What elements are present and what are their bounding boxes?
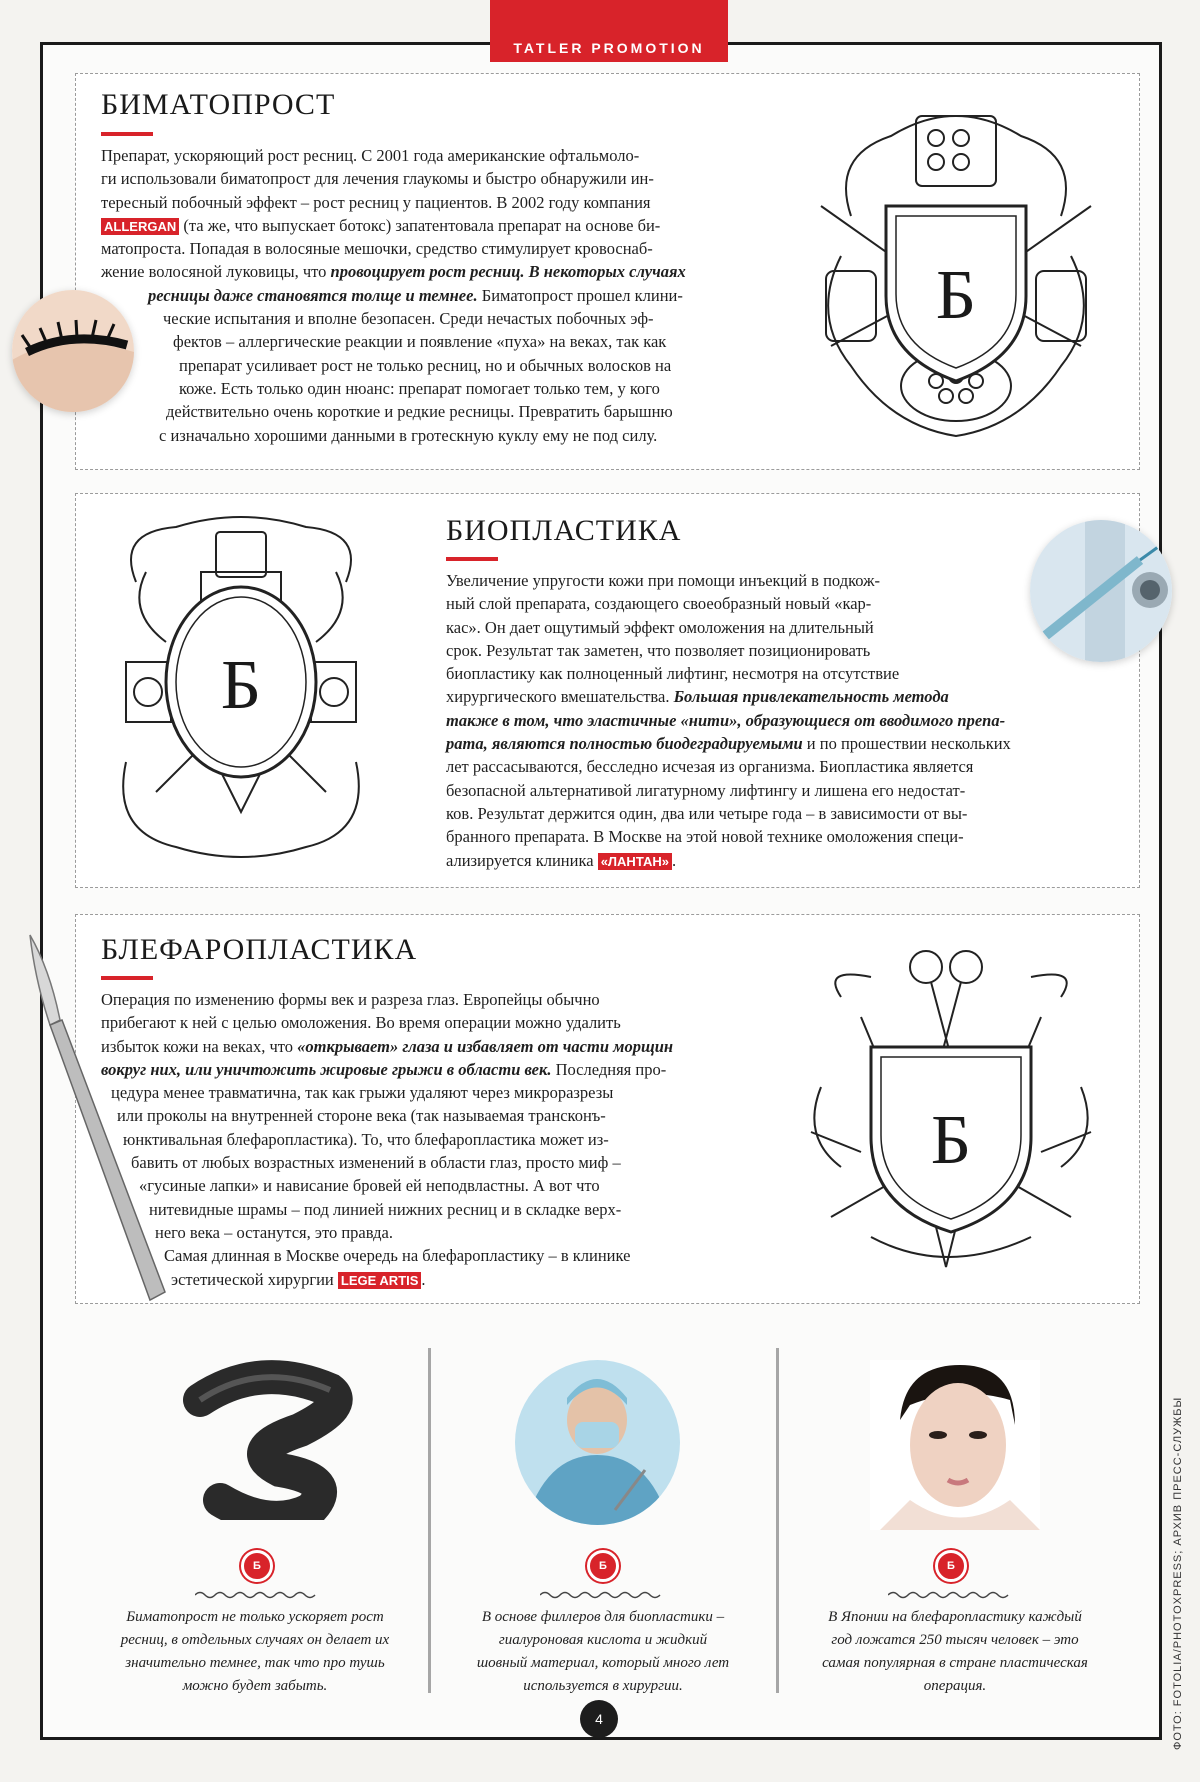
emphasis: ресницы даже становятся толще и темнее. xyxy=(148,285,478,305)
caption-line: значительно темнее, так что про тушь xyxy=(125,1655,385,1671)
text-line: него века – останутся, это правда. xyxy=(155,1222,393,1242)
text-fragment: жение волосяной луковицы, что xyxy=(101,262,331,282)
caption-line: В Японии на блефаропластику каждый xyxy=(828,1609,1082,1625)
text-fragment: Биматопрост прошел клини- xyxy=(477,285,683,305)
crest-surgical-tools-icon xyxy=(801,937,1101,1287)
section-body xyxy=(446,569,1011,872)
caption-line: можно будет забыть. xyxy=(182,1678,328,1694)
text-line: бавить от любых возрастных изменений в области глаз, просто миф – xyxy=(131,1153,621,1173)
section-title: БИОПЛАСТИКА xyxy=(446,514,682,547)
column-badge: Б xyxy=(587,1550,619,1582)
text-line xyxy=(101,284,686,307)
title-underline xyxy=(101,132,153,136)
text-line: эстетической хирургии LEGE ARTIS . xyxy=(171,1269,426,1289)
text-fragment: избыток кожи на веках, что xyxy=(101,1036,298,1056)
emphasis: вокруг них, или уничтожить жировые грыжи в области век. xyxy=(101,1059,552,1079)
text-line: юнктивальная блефаропластика). То, что блефаропластика может из- xyxy=(123,1129,609,1149)
text-fragment: (та же, что выпускает ботокс) запатентовала препарат на основе би- xyxy=(183,215,661,235)
caption-line: ресниц, в отдельных случаях он делает их xyxy=(120,1632,390,1648)
section-body xyxy=(101,144,686,447)
column-badge: Б xyxy=(935,1550,967,1582)
text-line xyxy=(101,214,686,237)
emphasis: Большая привлекательность метода xyxy=(673,687,949,707)
text-line: препарат усиливает рост не только ресниц, но и обычных волосков на xyxy=(179,355,672,375)
brand-allergan: ALLERGAN xyxy=(101,218,179,235)
wave-divider xyxy=(195,1590,320,1600)
text-line: кас». Он дает ощутимый эффект омоложения на длительный xyxy=(446,617,874,637)
text-line: Самая длинная в Москве очередь на блефаропластику – в клинике xyxy=(164,1246,631,1266)
text-line: матопроста. Попадая в волосяные мешочки, средство стимулирует кровоснаб- xyxy=(101,239,653,259)
caption-line: операция. xyxy=(923,1678,987,1694)
caption-line: В основе филлеров для биопластики – xyxy=(481,1609,725,1625)
crest-letter: Б xyxy=(220,647,262,724)
text-line xyxy=(446,685,1011,708)
text-line: тересный побочный эффект – рост ресниц у пациентов. В 2002 году компания xyxy=(101,192,651,212)
caption-line: гиалуроновая кислота и жидкий xyxy=(498,1632,708,1648)
eyelash-photo xyxy=(12,290,134,412)
text-line: лет рассасываются, бесследно исчезая из организма. Биопластика является xyxy=(446,757,974,777)
text-line: ческие испытания и вполне безопасен. Среди нечастых побочных эф- xyxy=(163,309,654,329)
emphasis: «открывает» глаза и избавляет от части морщин xyxy=(297,1036,674,1056)
text-line: также в том, что эластичные «нити», образующиеся от вводимого препа- xyxy=(446,710,1006,730)
crest-letter: Б xyxy=(935,257,977,334)
text-line xyxy=(101,260,686,283)
section-blefaroplastika xyxy=(75,914,1140,1304)
text-line: Препарат, ускоряющий рост ресниц. С 2001 года американские офтальмоло- xyxy=(101,146,640,165)
column-divider xyxy=(428,1348,431,1693)
text-line: биопластику как полноценный лифтинг, несмотря на отсутствие xyxy=(446,664,900,684)
brand-lege-artis: LEGE ARTIS xyxy=(338,1272,422,1289)
caption-line: Биматопрост не только ускоряет рост xyxy=(126,1609,384,1625)
text-line: с изначально хорошими данными в гротескную куклу ему не под силу. xyxy=(159,425,658,445)
caption-line: самая популярная в стране пластическая xyxy=(822,1655,1088,1671)
text-line xyxy=(101,1058,673,1081)
emphasis: рата, являются полностью биодеградируемыми xyxy=(446,734,803,754)
section-title: БИМАТОПРОСТ xyxy=(101,88,336,121)
text-line: срок. Результат так заметен, что позволяет позиционировать xyxy=(446,640,871,660)
text-line: фектов – аллергические реакции и появление «пуха» на веках, так как xyxy=(173,332,667,352)
text-line: Операция по изменению формы век и разреза глаз. Европейцы обычно xyxy=(101,990,600,1009)
text-line: нитевидные шрамы – под линией нижних ресниц и в складке верх- xyxy=(149,1199,622,1219)
caption-line: год ложатся 250 тысяч человек – это xyxy=(831,1632,1079,1648)
text-fragment: Последняя про- xyxy=(551,1059,667,1079)
text-line: Увеличение упругости кожи при помощи инъекций в подкож- xyxy=(446,571,881,590)
section-tag: TATLER PROMOTION xyxy=(490,0,728,62)
column-divider xyxy=(776,1348,779,1693)
photo-credit: ФОТО: FOTOLIA/PHOTOXPRESS; АРХИВ ПРЕСС-СЛУЖБЫ xyxy=(1172,1396,1184,1750)
text-fragment: ализируется клиника xyxy=(446,850,598,870)
caption-line: используется в хирургии. xyxy=(523,1678,683,1694)
wave-divider xyxy=(540,1590,665,1600)
section-body xyxy=(101,988,673,1291)
section-bimatoprost xyxy=(75,73,1140,470)
caption-line: шовный материал, который много лет xyxy=(476,1655,730,1671)
emphasis: провоцирует рост ресниц. В некоторых случаях xyxy=(330,262,686,282)
syringe-photo xyxy=(1030,520,1172,662)
crest-letter: Б xyxy=(930,1102,972,1179)
text-line: безопасной альтернативой лигатурному лифтингу и лишена его недостат- xyxy=(446,780,966,800)
column-badge: Б xyxy=(241,1550,273,1582)
text-fragment: и по прошествии нескольких xyxy=(802,734,1011,754)
text-line: ков. Результат держится один, два или четыре года – в зависимости от вы- xyxy=(446,803,968,823)
brand-lantan: «ЛАНТАН» xyxy=(598,853,672,870)
text-line: ги использовали биматопрост для лечения глаукомы и быстро обнаружили ин- xyxy=(101,169,654,189)
mascara-smear-image xyxy=(180,1360,370,1520)
caption-blefaroplastika xyxy=(785,1606,1125,1698)
section-bioplastika xyxy=(75,493,1140,888)
text-line: «гусиные лапки» и нависание бровей ей неподвластны. А вот что xyxy=(139,1176,600,1196)
caption-bioplastika xyxy=(438,1606,768,1698)
text-line xyxy=(446,732,1011,755)
asian-woman-photo xyxy=(870,1360,1040,1530)
page-number: 4 xyxy=(580,1700,618,1738)
text-line: коже. Есть только один нюанс: препарат помогает только тем, у кого xyxy=(179,378,660,398)
text-fragment: эстетической хирургии xyxy=(171,1269,338,1289)
text-line: цедура менее травматична, так как грыжи удаляют через микроразрезы xyxy=(111,1083,614,1103)
text-line xyxy=(101,1035,673,1058)
text-line: прибегают к ней с целью омоложения. Во время операции можно удалить xyxy=(101,1013,621,1033)
text-line: или проколы на внутренней стороне века (так называемая трансконъ- xyxy=(117,1106,606,1126)
scalpel-icon xyxy=(20,930,170,1310)
crest-cosmetics-icon xyxy=(811,96,1101,446)
text-line: бранного препарата. В Москве на этой новой технике омоложения специ- xyxy=(446,827,964,847)
surgeons-photo xyxy=(515,1360,680,1525)
text-line: действительно очень короткие и редкие ресницы. Превратить барышню xyxy=(166,402,673,422)
crest-perfume-icon xyxy=(106,512,376,867)
text-line: ный слой препарата, создающего своеобразный новый «кар- xyxy=(446,594,872,614)
title-underline xyxy=(446,557,498,561)
wave-divider xyxy=(888,1590,1013,1600)
text-fragment: хирургического вмешательства. xyxy=(446,687,674,707)
caption-bimatoprost xyxy=(90,1606,420,1698)
text-line: ализируется клиника «ЛАНТАН» . xyxy=(446,850,677,870)
section-title: БЛЕФАРОПЛАСТИКА xyxy=(101,933,418,966)
